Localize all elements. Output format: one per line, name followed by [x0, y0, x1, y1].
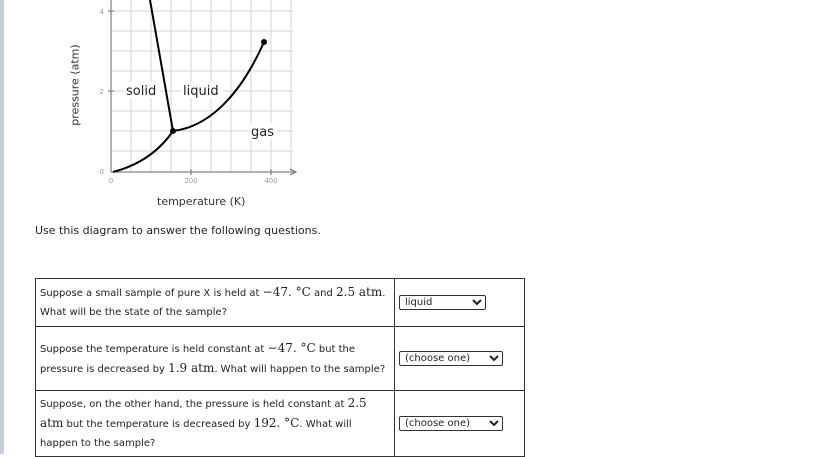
question-text: Suppose a small sample of pure X is held at −47. °C and 2.5 atm. What will be the state of the sample? [36, 279, 395, 327]
y-axis-label: pressure (atm) [68, 44, 82, 126]
y-tick-label: 4 [99, 8, 104, 16]
question-row [36, 391, 525, 457]
pressure-change-select[interactable] [399, 351, 503, 366]
y-tick-label: 0 [99, 168, 104, 176]
x-tick-label: 200 [184, 177, 198, 185]
question-text: Suppose, on the other hand, the pressure is held constant at 2.5 atm but the temperature is decreased by 192. °C. What will happen to the sample? [36, 391, 395, 457]
region-label-gas: gas [251, 125, 274, 140]
region-label-liquid: liquid [183, 84, 219, 99]
question-text: Suppose the temperature is held constant at −47. °C but the pressure is decreased by 1.9 atm. What will happen to the sample? [36, 327, 395, 391]
questions-table [35, 278, 525, 457]
triple-point [170, 128, 176, 134]
x-tick-label: 0 [108, 177, 114, 185]
question-row [36, 279, 525, 327]
answer-cell [395, 279, 525, 327]
region-label-solid: solid [126, 84, 157, 99]
question-row [36, 327, 525, 391]
y-tick-label: 2 [99, 88, 104, 96]
x-axis-label: temperature (K) [157, 195, 246, 208]
state-select[interactable] [399, 295, 486, 310]
x-tick-label: 400 [264, 177, 278, 185]
temperature-change-select[interactable] [399, 416, 503, 431]
answer-cell [395, 391, 525, 457]
critical-point [261, 39, 267, 45]
instructions-text: Use this diagram to answer the following questions. [35, 224, 321, 237]
answer-cell [395, 327, 525, 391]
